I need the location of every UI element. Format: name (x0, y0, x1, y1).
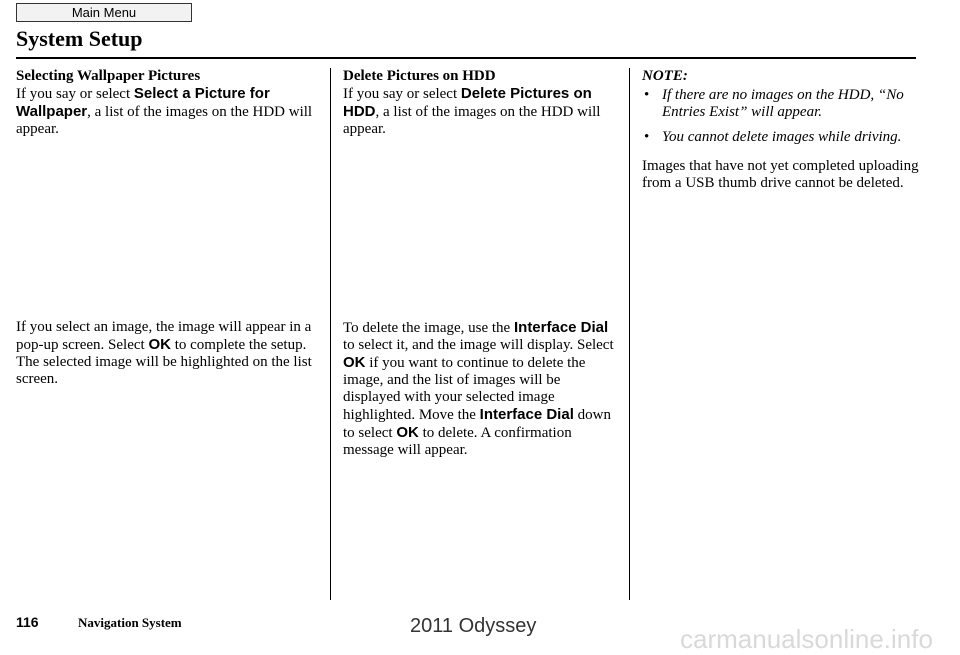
section-name: Navigation System (78, 615, 182, 630)
page-number: 116 (16, 614, 39, 630)
interface-dial-command: Interface Dial (513, 319, 609, 336)
notes-list (642, 87, 932, 146)
column-wallpaper (16, 68, 321, 138)
select-picture-command: Select a Picture for Wallpaper (16, 85, 270, 120)
wallpaper-heading: Selecting Wallpaper Pictures (16, 68, 201, 84)
delete-procedure-text (343, 319, 618, 459)
page-title: System Setup (16, 26, 143, 51)
wallpaper-intro (16, 85, 321, 138)
upload-note: Images that have not yet completed uploading from a USB thumb drive cannot be deleted. (642, 158, 919, 191)
note-text: You cannot delete images while driving. (662, 129, 902, 145)
delete-proc-c: if you want to continue to delete the image, and the list of images will be displayed with your selected image highlighted. Move the (343, 355, 586, 423)
bullet-icon: • (644, 87, 650, 103)
column-delete (343, 68, 618, 138)
delete-proc-d: down to select (343, 407, 611, 441)
delete-heading: Delete Pictures on HDD (343, 68, 496, 84)
wallpaper-select-pre: If you select an image, the image will appear in a pop-up screen. Select (16, 319, 312, 353)
interface-dial-command: Interface Dial (479, 406, 574, 423)
delete-intro-pre: If you say or select (343, 86, 461, 102)
wallpaper-select-text (16, 319, 321, 388)
bullet-icon: • (644, 129, 650, 145)
delete-proc-b: to select it, and the image will display. Select (343, 337, 614, 353)
site-watermark: carmanualsonline.info (680, 624, 933, 654)
wallpaper-intro-post: , a list of the images on the HDD will appear. (16, 104, 313, 137)
wallpaper-select-post: to complete the setup. The selected image will be highlighted on the list screen. (16, 337, 312, 387)
note-item (642, 87, 932, 121)
delete-proc-a: To delete the image, use the (343, 320, 514, 336)
column-divider-2 (629, 68, 630, 600)
title-divider (16, 57, 916, 59)
delete-intro (343, 85, 618, 138)
column-notes (642, 68, 932, 192)
ok-command: OK (396, 424, 419, 441)
model-label: 2011 Odyssey (410, 615, 537, 637)
note-text: If there are no images on the HDD, “No Entries Exist” will appear. (662, 87, 904, 120)
delete-pictures-command: Delete Pictures on HDD (343, 85, 592, 120)
column-divider-1 (330, 68, 331, 600)
note-item (642, 129, 932, 146)
delete-proc-e: to delete. A confirmation message will appear. (343, 425, 572, 458)
delete-intro-post: , a list of the images on the HDD will appear. (343, 104, 601, 137)
note-label: NOTE: (642, 68, 688, 84)
main-menu-button[interactable]: Main Menu (16, 3, 192, 22)
wallpaper-intro-pre: If you say or select (16, 86, 134, 102)
ok-command: OK (148, 336, 171, 353)
ok-command: OK (343, 354, 366, 371)
